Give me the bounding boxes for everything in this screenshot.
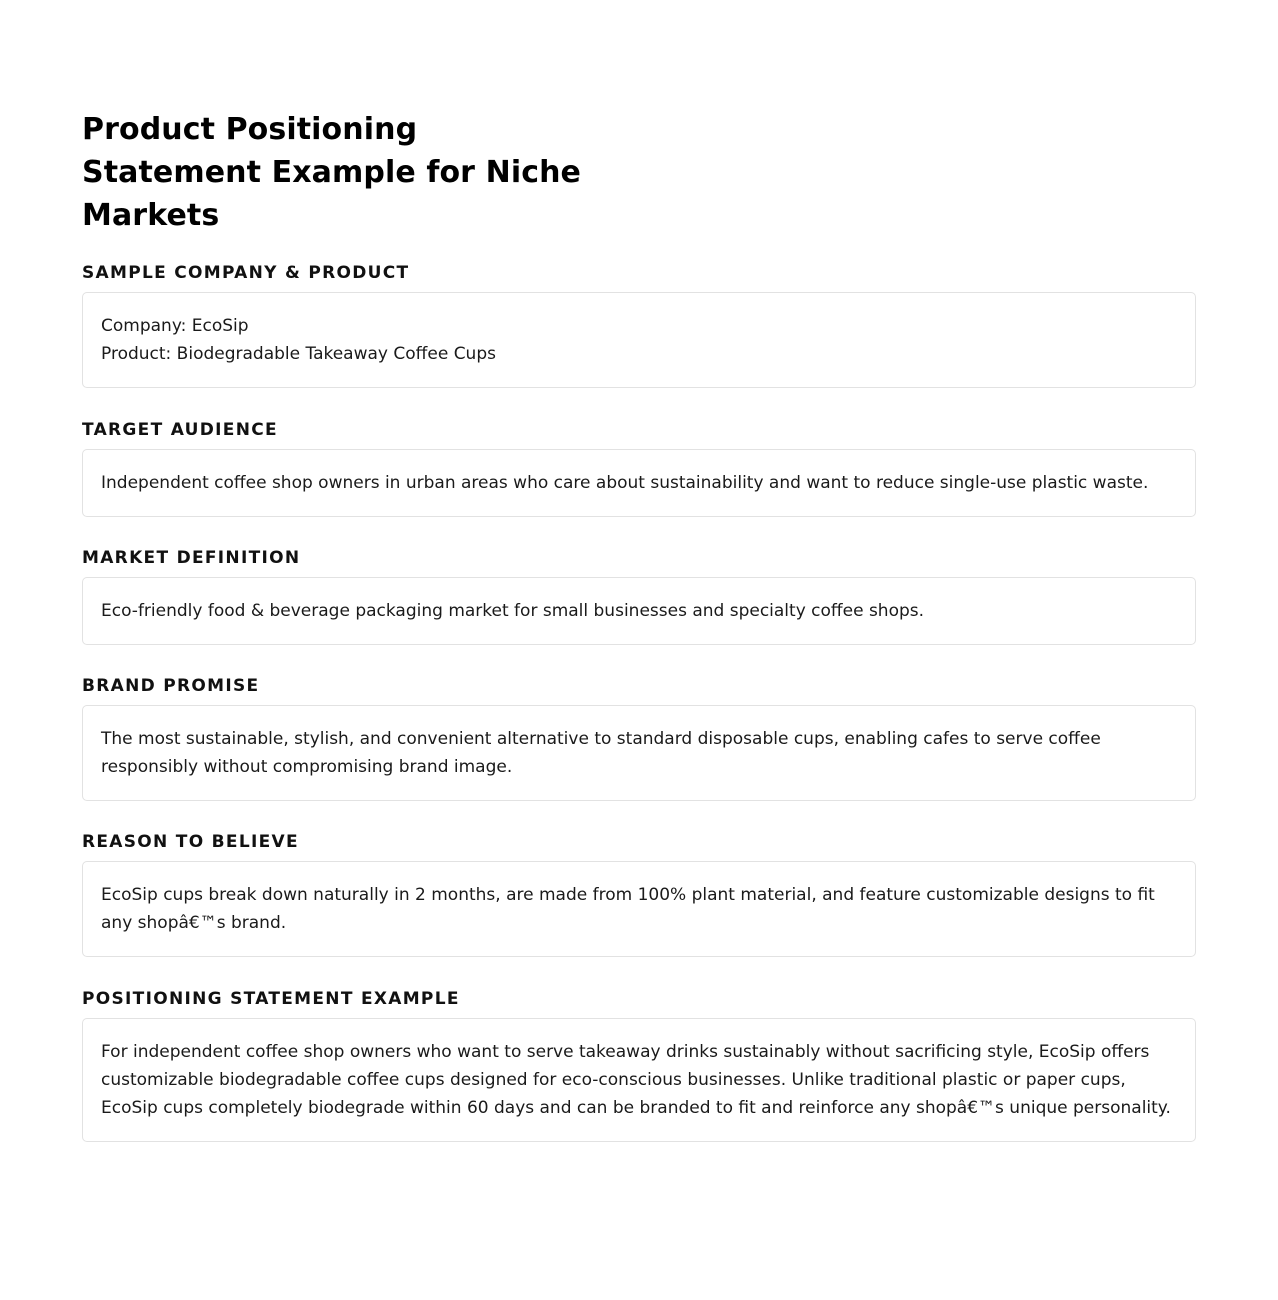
section-text: The most sustainable, stylish, and convenient alternative to standard disposable cups, enabling cafes to serve coffee responsibly without compromising brand image. xyxy=(101,729,1101,777)
section-content-box xyxy=(82,1018,1196,1142)
section-content-box xyxy=(82,577,1196,645)
section-positioning-statement xyxy=(82,989,1196,1142)
section-heading: MARKET DEFINITION xyxy=(82,548,301,568)
section-market-definition xyxy=(82,548,1196,645)
section-text: Eco-friendly food & beverage packaging market for small businesses and specialty coffee shops. xyxy=(101,601,925,621)
section-content-box xyxy=(82,705,1196,801)
company-line: Company: EcoSip xyxy=(101,316,249,336)
section-text: EcoSip cups break down naturally in 2 months, are made from 100% plant material, and feature customizable designs to fit any shopâ€™s brand. xyxy=(101,885,1155,933)
section-text: For independent coffee shop owners who want to serve takeaway drinks sustainably without sacrificing style, EcoSip offers customizable biodegradable coffee cups designed for eco-conscious businesses. Unlike traditional plastic or paper cups, EcoSip cups completely biodegrade within 60 days and can be branded to fit and reinforce any shopâ€™s unique personality. xyxy=(101,1042,1171,1118)
section-heading: TARGET AUDIENCE xyxy=(82,420,278,440)
section-heading: BRAND PROMISE xyxy=(82,676,260,696)
section-content-box xyxy=(82,449,1196,517)
page-title: Product Positioning Statement Example for Niche Markets xyxy=(82,112,582,233)
section-heading: SAMPLE COMPANY & PRODUCT xyxy=(82,263,410,283)
section-content-box xyxy=(82,861,1196,957)
section-heading: POSITIONING STATEMENT EXAMPLE xyxy=(82,989,460,1009)
section-text: Independent coffee shop owners in urban areas who care about sustainability and want to reduce single-use plastic waste. xyxy=(101,473,1149,493)
section-content-box xyxy=(82,292,1196,388)
section-brand-promise xyxy=(82,676,1196,801)
section-heading: REASON TO BELIEVE xyxy=(82,832,299,852)
section-target-audience xyxy=(82,420,1196,517)
section-company-product xyxy=(82,263,1196,388)
section-reason-to-believe xyxy=(82,832,1196,957)
product-line: Product: Biodegradable Takeaway Coffee Cups xyxy=(101,344,496,364)
